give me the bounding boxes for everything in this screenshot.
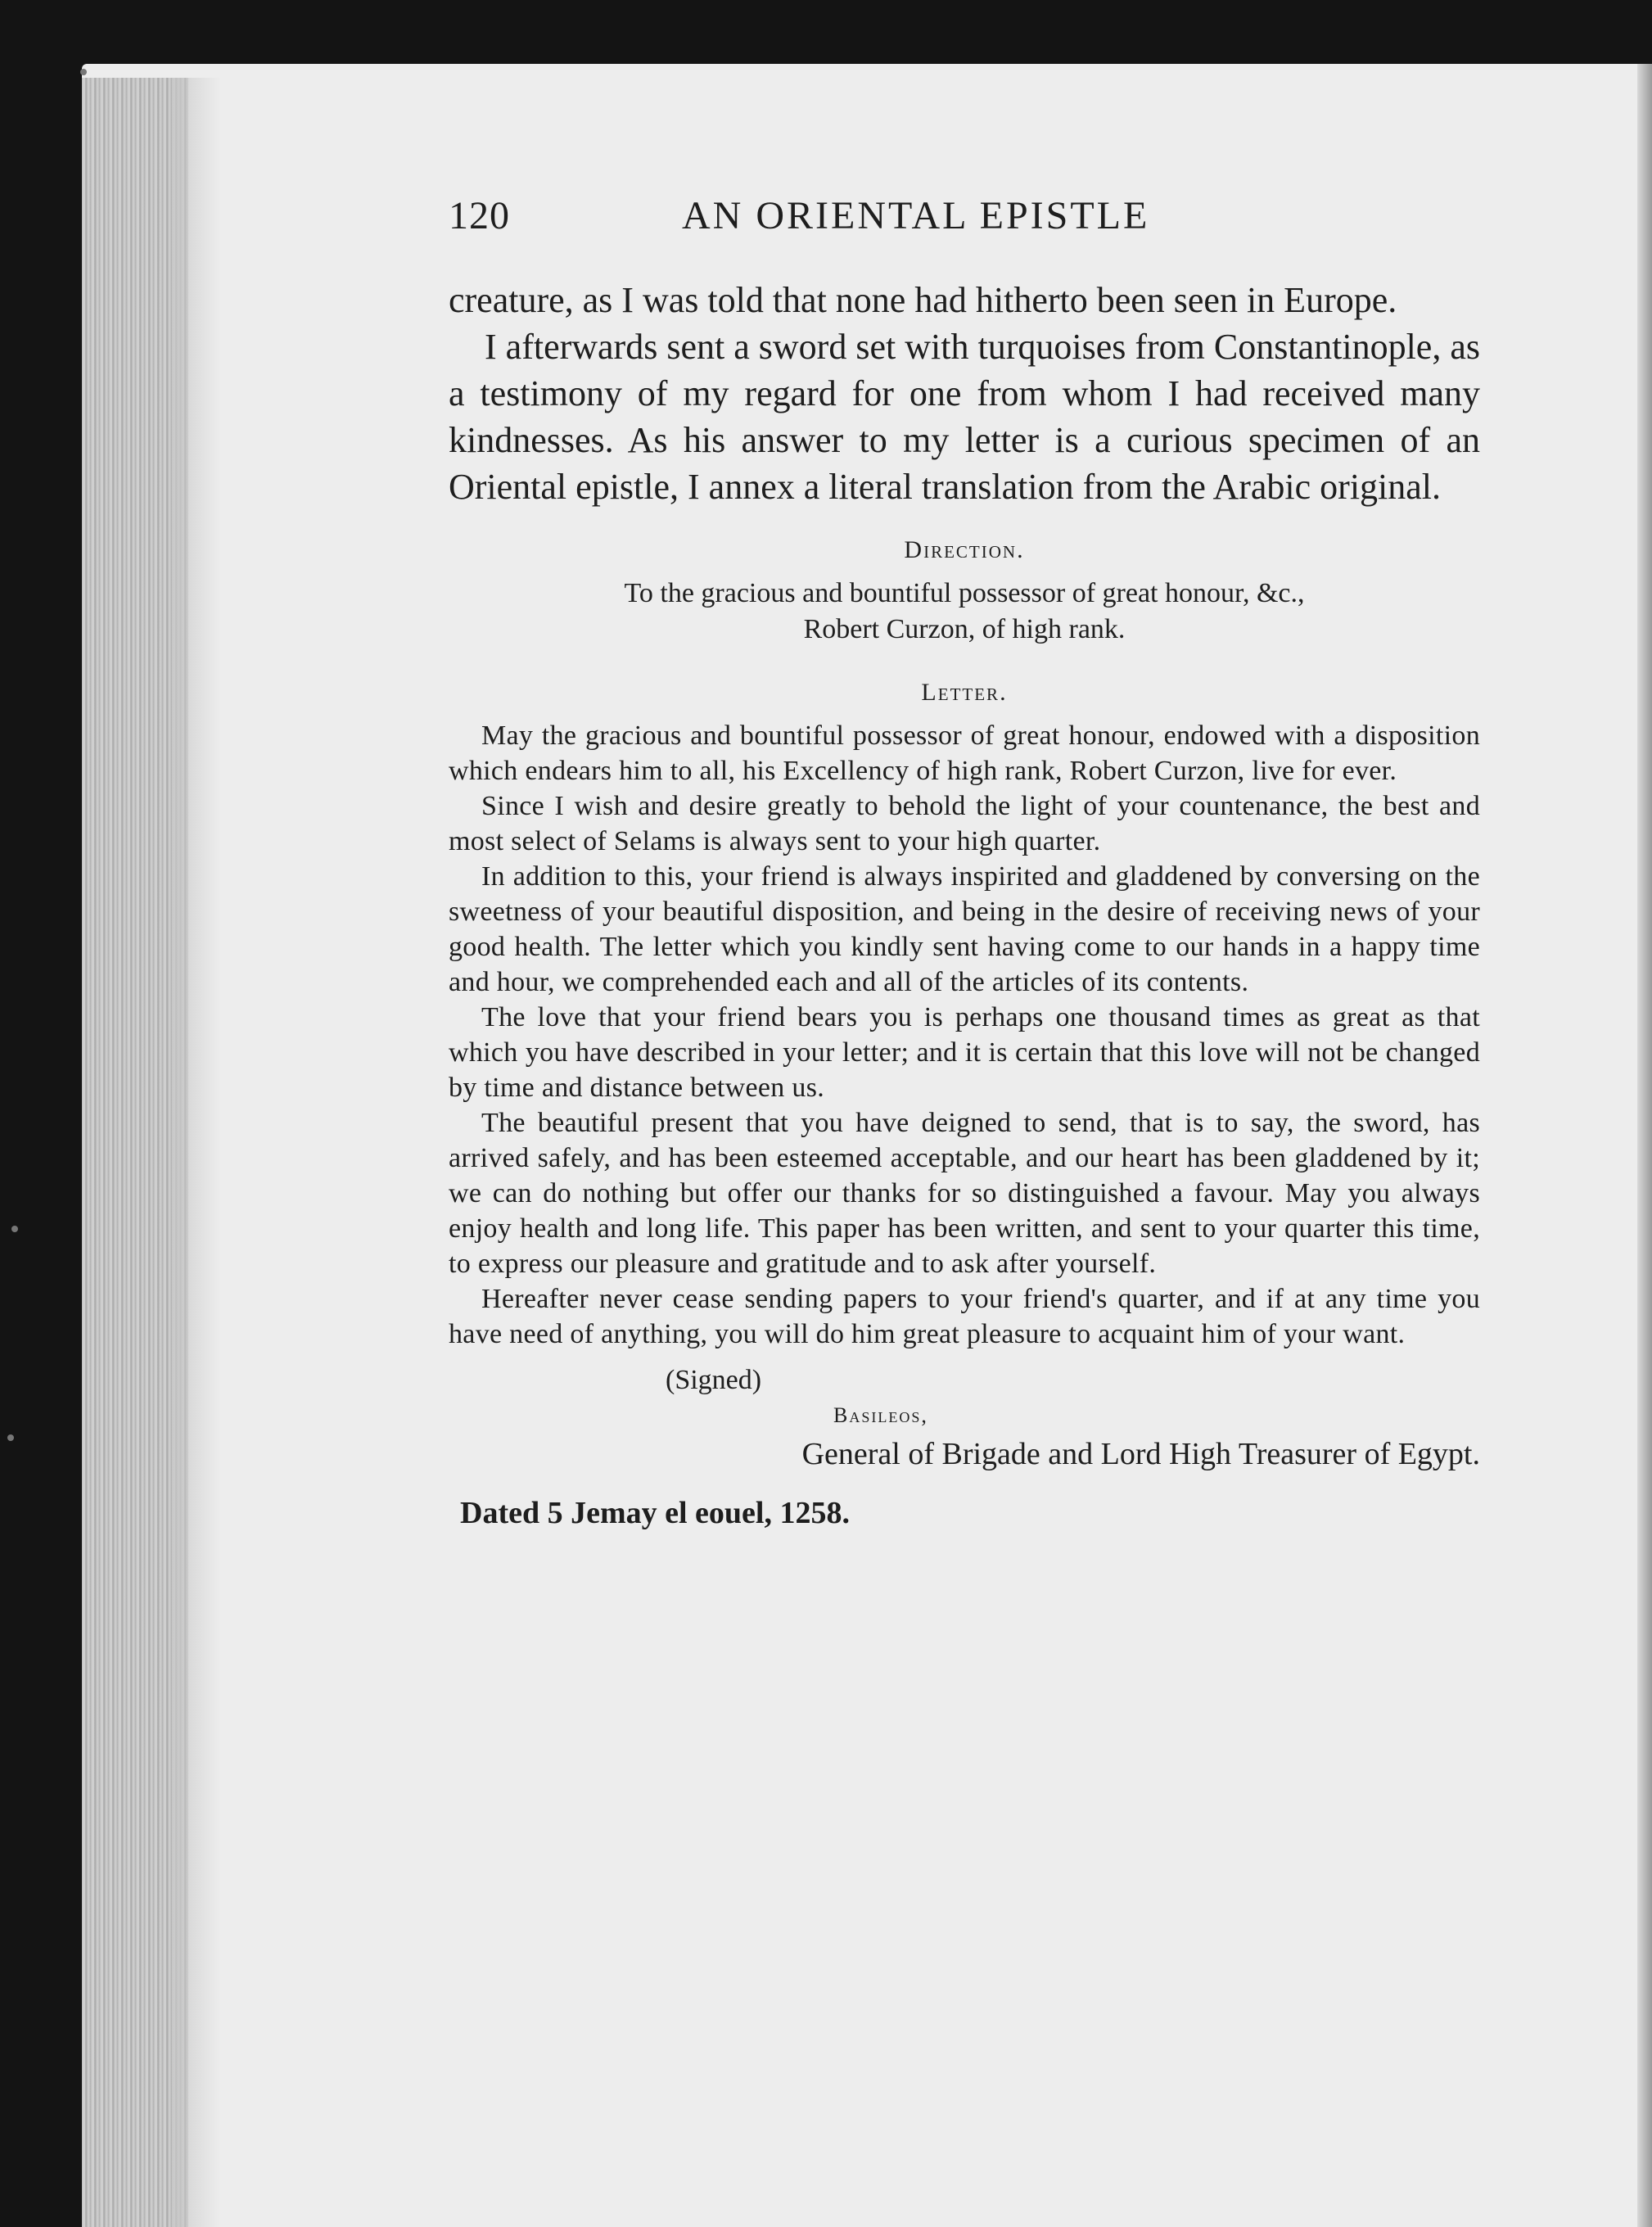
direction-heading: Direction. — [904, 536, 1025, 563]
body-paragraph: creature, as I was told that none had hitherto been seen in Europe. — [449, 280, 1397, 320]
address-line: Robert Curzon, of high rank. — [803, 614, 1126, 644]
signed-label: (Signed) — [666, 1365, 762, 1395]
letter-paragraph: Since I wish and desire greatly to behold the light of your countenance, the best and most select of Selams is always sent to your high quarter. — [449, 791, 1480, 856]
dust-speck — [7, 1434, 14, 1441]
letter-paragraph: May the gracious and bountiful possessor of great honour, endowed with a disposition which endears him to all, his Excellency of high rank, Robert Curzon, live for ever. — [449, 720, 1480, 786]
signer-name: Basileos, — [833, 1403, 928, 1427]
running-header — [449, 193, 1480, 242]
right-page-edge — [1637, 64, 1652, 2227]
letter-heading: Letter. — [921, 679, 1008, 706]
dust-speck — [11, 1226, 18, 1232]
page-content — [449, 193, 1480, 1535]
page-edge-shadow — [172, 78, 221, 2227]
signer-title: General of Brigade and Lord High Treasurer of Egypt. — [801, 1437, 1480, 1471]
letter-paragraph: The beautiful present that you have deigned to send, that is to say, the sword, has arrived safely, and has been esteemed acceptable, and our heart has been gladdened by it; we can do nothing but offer our thanks for so distinguished a favour. May you always enjoy health and long life. This paper has been written, and sent to your quarter this time, to express our pleasure and gratitude and to ask after yourself. — [449, 1108, 1480, 1279]
address-line: To the gracious and bountiful possessor of great honour, &c., — [624, 578, 1305, 608]
page-number: 120 — [449, 194, 510, 237]
date-line: Dated 5 Jemay el eouel, 1258. — [460, 1496, 850, 1530]
dust-speck — [80, 69, 87, 75]
letter-paragraph: Hereafter never cease sending papers to your friend's quarter, and if at any time you have need of anything, you will do him great pleasure to acquaint him of your want. — [449, 1284, 1480, 1349]
letter-paragraph: The love that your friend bears you is perhaps one thousand times as great as that which you have described in your letter; and it is certain that this love will not be changed by time and distance between us. — [449, 1002, 1480, 1103]
running-title: AN ORIENTAL EPISTLE — [682, 194, 1150, 237]
body-paragraph: I afterwards sent a sword set with turquoises from Constantinople, as a testimony of my regard for one from whom I had received many kindnesses. As his answer to my letter is a curious specimen of an Oriental epistle, I annex a literal translation from the Arabic original. — [449, 327, 1480, 507]
letter-paragraph: In addition to this, your friend is always inspirited and gladdened by conversing on the sweetness of your beautiful disposition, and being in the desire of receiving news of your good health. The letter which you kindly sent having come to our hands in a happy time and hour, we comprehended each and all of the articles of its contents. — [449, 861, 1480, 997]
